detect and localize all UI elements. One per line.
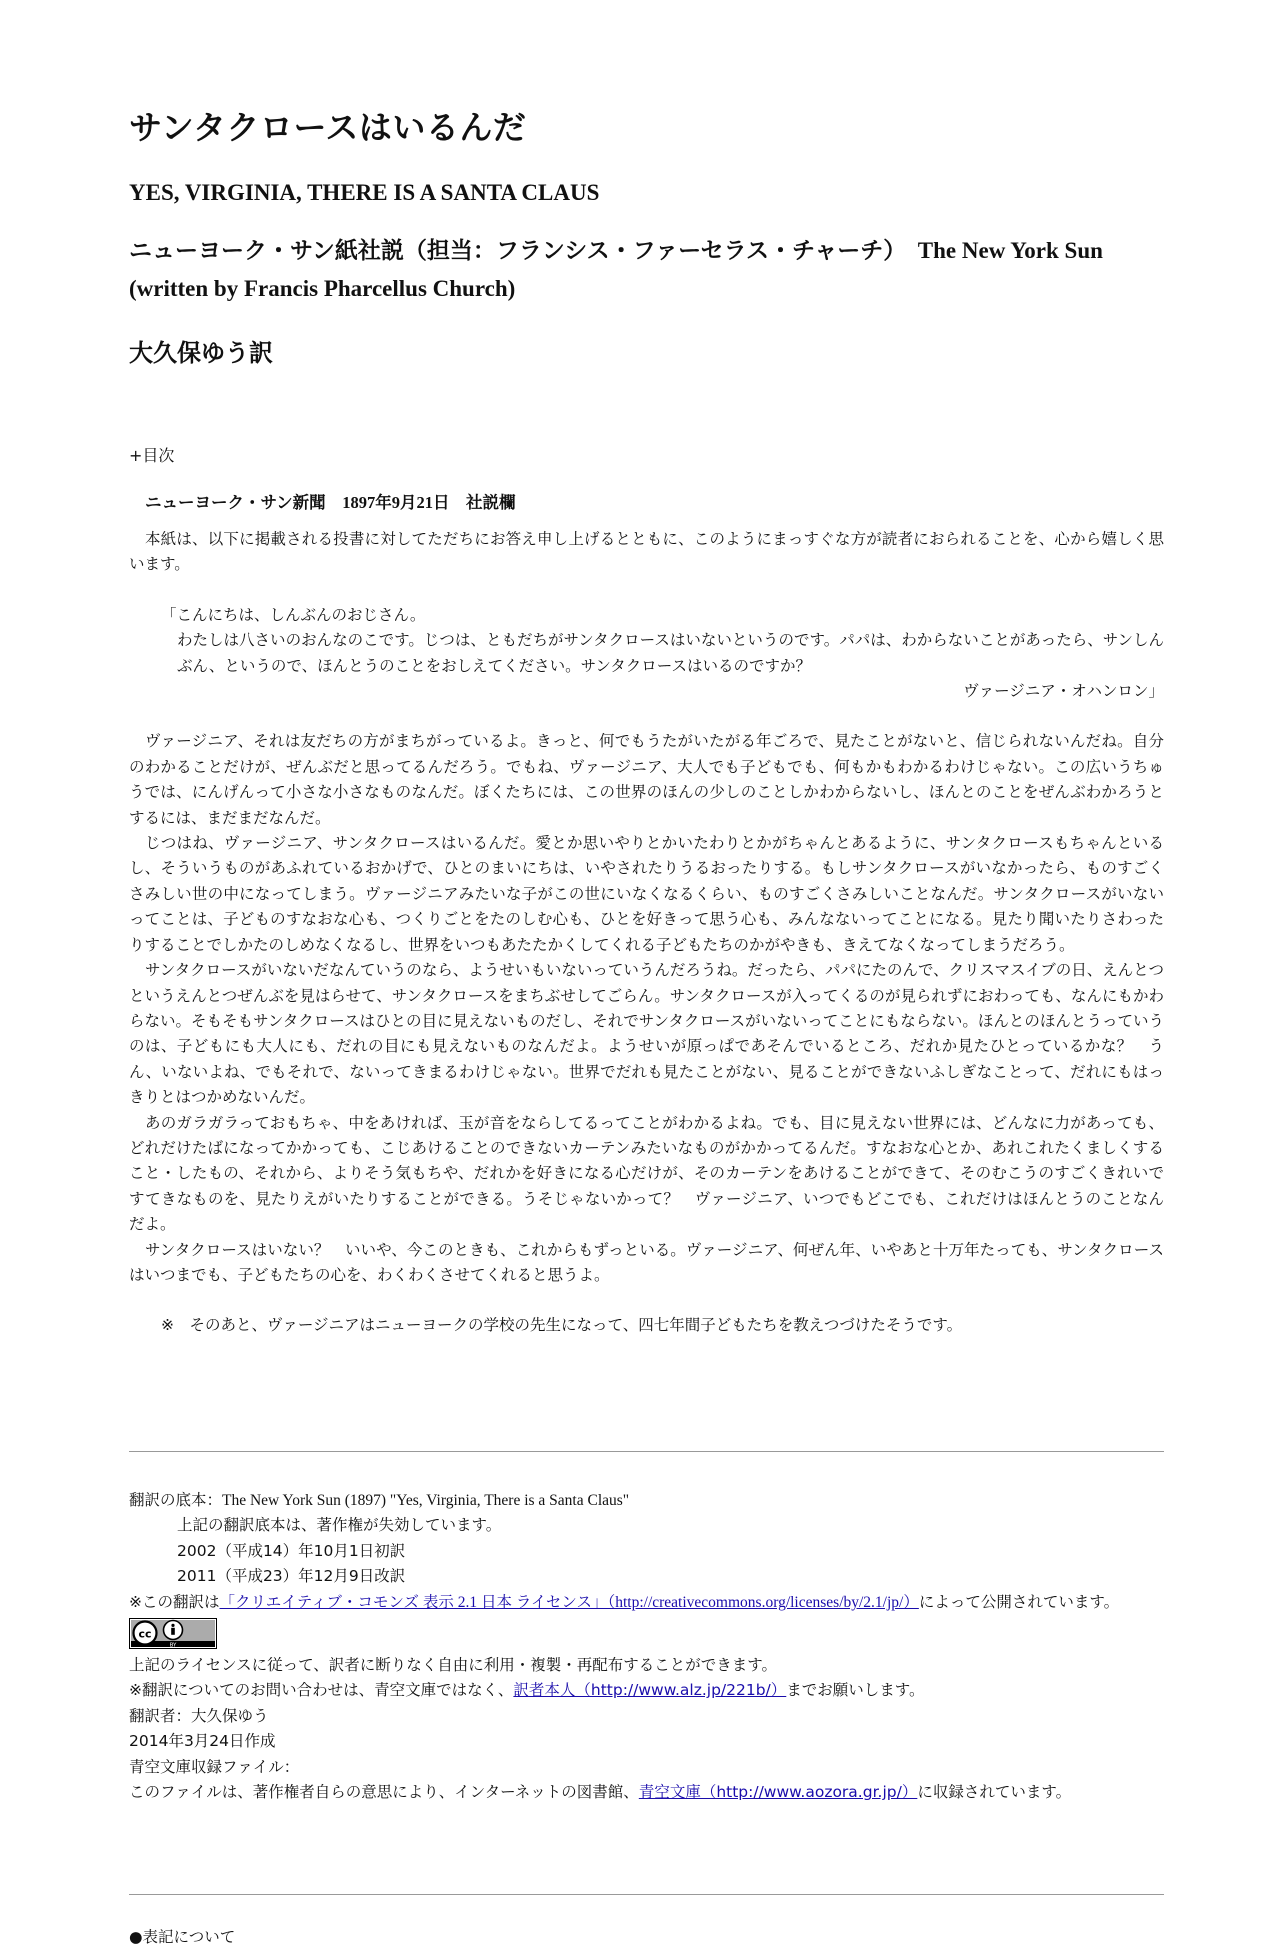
- author-line: [129, 232, 1164, 308]
- contact-line: [129, 1678, 1164, 1703]
- source-label: 翻訳の底本：: [129, 1491, 223, 1509]
- notation-toggle[interactable]: ●表記について: [129, 1928, 236, 1946]
- library-prefix: このファイルは、著作権者自らの意思により、インターネットの図書館、: [129, 1783, 639, 1802]
- library-suffix: に収録されています。: [917, 1783, 1072, 1802]
- copyright-note: 上記の翻訳底本は、著作権が失効しています。: [177, 1516, 502, 1535]
- first-translation-date: 2002（平成14）年10月1日初訳: [177, 1541, 406, 1560]
- body-paragraph: サンタクロースがいないだなんていうのなら、ようせいもいないっていうんだろうね。だったら、パパにたのんで、クリスマスイブの日、えんとつというえんとつぜんぶを見はらせて、サンタクロースをまちぶせしてごらん。サンタクロースが入ってくるのが見られずにおわっても、なんにもかわらない。そもそもサンタクロースはひとの目に見えないものだし、それでサンタクロースがいないってことにもならない。ほんとのほんとうっていうのは、子どもにも大人にも、だれの目にも見えないものなんだよ。ようせいが原っぱであそんでいるところ、だれか見たひとっているかな？ うん、いないよね、でもそれで、ないってきまるわけじゃない。世界でだれも見たことがない、見ることができないふしぎなことって、だれにもはっきりとはつかめないんだ。: [129, 961, 1164, 1107]
- author-en: The New York Sun (written by Francis Pharcellus Church): [129, 238, 1103, 301]
- author-ja: ニューヨーク・サン紙社説（担当：フランシス・ファーセラス・チャーチ）: [129, 238, 895, 264]
- page-title: サンタクロースはいるんだ: [129, 108, 527, 147]
- svg-text:cc: cc: [138, 1627, 152, 1641]
- license-link[interactable]: 「クリエイティブ・コモンズ 表示 2.1 日本 ライセンス」（http://creativecommons.org/licenses/by/2.1/jp/）: [219, 1593, 919, 1611]
- file-label: 青空文庫収録ファイル：: [129, 1757, 300, 1776]
- heading-section: 社説欄: [465, 493, 516, 512]
- letter-greeting: 「こんにちは、しんぶんのおじさん。: [161, 605, 426, 624]
- heading-date: 1897年9月21日: [342, 493, 450, 512]
- colophon: [129, 1488, 1164, 1805]
- editorial-heading: [145, 486, 1164, 520]
- revision-date: 2011（平成23）年12月9日改訳: [177, 1567, 406, 1586]
- license-prefix: ※この翻訳は: [129, 1592, 220, 1611]
- body-paragraph: あのガラガラっておもちゃ、中をあければ、玉が音をならしてるってことがわかるよね。でも、目に見えない世界には、どんなに力があっても、どれだけたばになってかかっても、こじあけることのできないカーテンみたいなものがかかってるんだ。すなおな心とか、あれこれたくましくすること・したもの、それから、よりそう気もちや、だれかを好きになる心だけが、そのカーテンをあけることができて、そのむこうのすごくきれいですてきなものを、見たりえがいたりすることができる。うそじゃないかって？ ヴァージニア、いつでもどこでも、これだけはほんとうのことなんだよ。: [129, 1113, 1164, 1234]
- reader-letter: [161, 603, 1164, 705]
- letter-signature: ヴァージニア・オハンロン」: [963, 682, 1164, 701]
- contact-suffix: までお願いします。: [786, 1681, 925, 1700]
- aozora-link[interactable]: 青空文庫（http://www.aozora.gr.jp/）: [638, 1783, 918, 1802]
- translator-line: 大久保ゆう訳: [129, 339, 273, 367]
- created-date: 2014年3月24日作成: [129, 1732, 276, 1751]
- body-paragraph: サンタクロースはいない？ いいや、今このときも、これからもずっといる。ヴァージニア、何ぜん年、いやあと十万年たっても、サンタクロースはいつまでも、子どもたちの心を、わくわくさせてくれると思うよ。: [129, 1240, 1164, 1284]
- cc-by-badge-icon[interactable]: [129, 1618, 217, 1649]
- body-paragraph: じつはね、ヴァージニア、サンタクロースはいるんだ。愛とか思いやりとかいたわりとかがちゃんとあるように、サンタクロースもちゃんといるし、そういうものがあふれているおかげで、ひとのまいにちは、いやされたりうるおったりする。もしサンタクロースがいなかったら、ものすごくさみしい世の中になってしまう。ヴァージニアみたいな子がこの世にいなくなるくらい、ものすごくさみしいことなんだ。サンタクロースがいないってことは、子どものすなおな心も、つくりごとをたのしむ心も、ひとを好きって思う心も、みんなないってことになる。見たり聞いたりさわったりすることでしかたのしめなくなるし、世界をいつもあたたかくしてくれる子どもたちのかがやきも、きえてなくなってしまうだろう。: [129, 834, 1164, 954]
- contact-prefix: ※翻訳についてのお問い合わせは、青空文庫ではなく、: [129, 1681, 514, 1700]
- translator-site-link[interactable]: 訳者本人（http://www.alz.jp/221b/）: [513, 1681, 787, 1700]
- divider: [129, 1894, 1164, 1895]
- license-note: 上記のライセンスに従って、訳者に断りなく自由に利用・複製・再配布することができます。: [129, 1656, 778, 1675]
- translator-credit: 翻訳者：大久保ゆう: [129, 1706, 269, 1725]
- badge-text: BY: [169, 1642, 177, 1649]
- divider: [129, 1451, 1164, 1452]
- library-line: [129, 1780, 1164, 1805]
- heading-paper: ニューヨーク・サン新聞: [145, 493, 326, 512]
- letter-body: わたしは八さいのおんなのこです。じつは、ともだちがサンタクロースはいないというのです。パパは、わからないことがあったら、サンしんぶん、というので、ほんとうのことをおしえてください。サンタクロースはいるのですか？: [177, 631, 1164, 675]
- original-title: YES, VIRGINIA, THERE IS A SANTA CLAUS: [129, 180, 600, 205]
- source-line: [129, 1488, 1164, 1513]
- body-paragraph: ヴァージニア、それは友だちの方がまちがっているよ。きっと、何でもうたがいたがる年ごろで、見たことがないと、信じられないんだね。自分のわかることだけが、ぜんぶだと思ってるんだろう。でもね、ヴァージニア、大人でも子どもでも、何もかもわかるわけじゃない。この広いうちゅうでは、にんげんって小さな小さなものなんだ。ぼくたちには、この世界のほんの少しのことしかわからないし、ほんとのことをぜんぶわかろうとするには、まだまだなんだ。: [129, 732, 1164, 827]
- afterword-note: ※ そのあと、ヴァージニアはニューヨークの学校の先生になって、四七年間子どもたちを教えつづけたそうです。: [161, 1316, 963, 1335]
- license-suffix: によって公開されています。: [918, 1592, 1120, 1611]
- intro-paragraph: 本紙は、以下に掲載される投書に対してただちにお答え申し上げるとともに、このようにまっすぐな方が読者におられることを、心から嬉しく思います。: [129, 530, 1164, 574]
- toc-toggle[interactable]: +目次: [129, 446, 175, 465]
- license-line: [129, 1590, 1164, 1615]
- main-text: [129, 486, 1164, 1339]
- source-title: The New York Sun (1897) "Yes, Virginia, There is a Santa Claus": [222, 1492, 630, 1509]
